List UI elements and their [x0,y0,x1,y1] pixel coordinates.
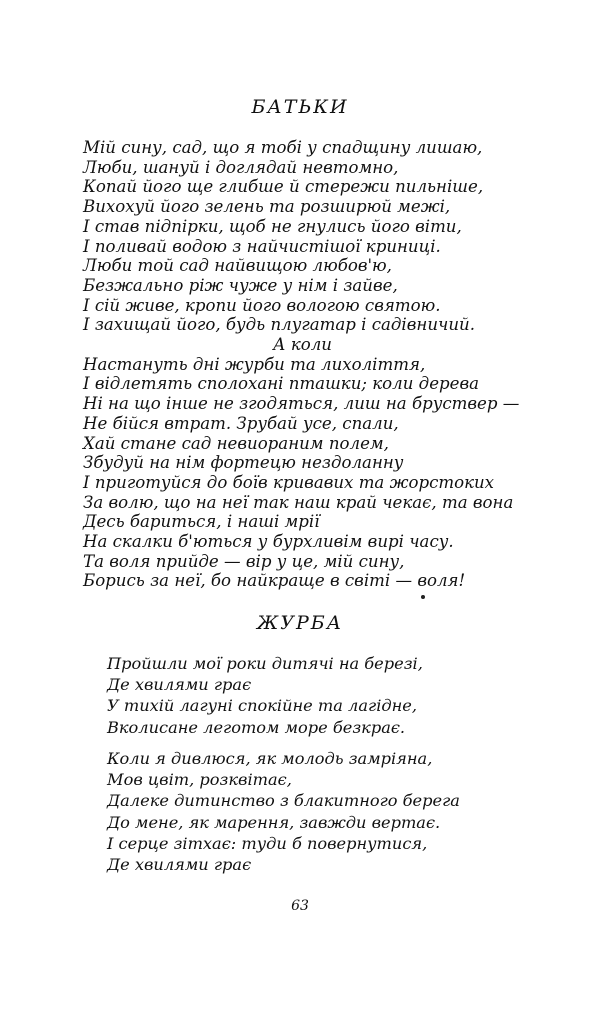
poem-title-zhurba: ЖУРБА [256,612,344,634]
poem-zhurba-stanza-2 [107,748,460,875]
poem-line: І приготуйся до боїв кривавих та жорстоких [83,472,495,492]
poem-line: Не бійся втрат. Зрубай усе, спали, [83,413,399,433]
poem-line: Коли я дивлюся, як молодь замріяна, [107,749,433,768]
poem-line: Люби той сад найвищою любов'ю, [83,256,392,276]
poem-line-indented: А коли [273,335,332,355]
poem-zhurba-stanza-1 [107,653,423,738]
poem-line: Вихохуй його зелень та розширюй межі, [83,197,451,217]
poem-line: І поливай водою з найчистішої криниці. [83,236,441,256]
poem-line: І серце зітхає: туди б повернутися, [107,833,428,853]
poem-line: Десь бариться, і наші мрії [83,512,320,532]
poem-line: У тихій лагуні спокійне та лагідне, [107,696,418,716]
poem-line: Хай стане сад невиораним полем, [83,433,389,453]
poem-line: Безжально ріж чуже у нім і зайве, [83,275,398,295]
poem-line: Ні на що інше не згодяться, лиш на бруствер — [83,394,520,414]
poem-line: Борись за неї, бо найкраще в світі — воля! [83,571,466,591]
poem-line: Де хвилями грає [107,675,252,695]
poem-line: І сій живе, кропи його вологою святою. [83,295,441,315]
poem-line: Збудуй на нім фортецю нездоланну [83,453,404,473]
poem-line: І відлетять сполохані пташки; коли дерева [83,374,480,394]
ink-dot-mark [421,595,425,599]
poem-line: І став підпірки, щоб не гнулись його віти, [83,216,462,236]
poem-line: Далеке дитинство з блакитного берега [107,791,460,811]
poem-batky-text [83,138,519,591]
poem-line: Та воля прийде — вір у це, мій сину, [83,551,405,571]
poem-line: За волю, що на неї так наш край чекає, та вона [83,492,514,512]
poem-line: Копай його ще глибше й стережи пильніше, [83,177,484,197]
poem-line: Мов цвіт, розквітає, [107,770,292,790]
poem-line: Мій сину, сад, що я тобі у спадщину лишаю, [83,138,483,157]
poem-line: До мене, як марення, завжди вертає. [107,812,441,832]
poem-line: На скалки б'ються у бурхливім вирі часу. [83,532,454,552]
poem-line: Пройшли мої роки дитячі на березі, [107,654,423,673]
page-number: 63 [291,898,309,914]
poem-line: Вколисане леготом море безкрає. [107,717,406,737]
poem-line: Де хвилями грає [107,855,252,875]
poem-line: Люби, шануй і доглядай невтомно, [83,157,399,177]
poem-title-batky: БАТЬКИ [251,96,349,118]
poem-line: Настануть дні журби та лихоліття, [83,354,426,374]
poem-line: І захищай його, будь плугатар і садівничий. [83,315,475,335]
